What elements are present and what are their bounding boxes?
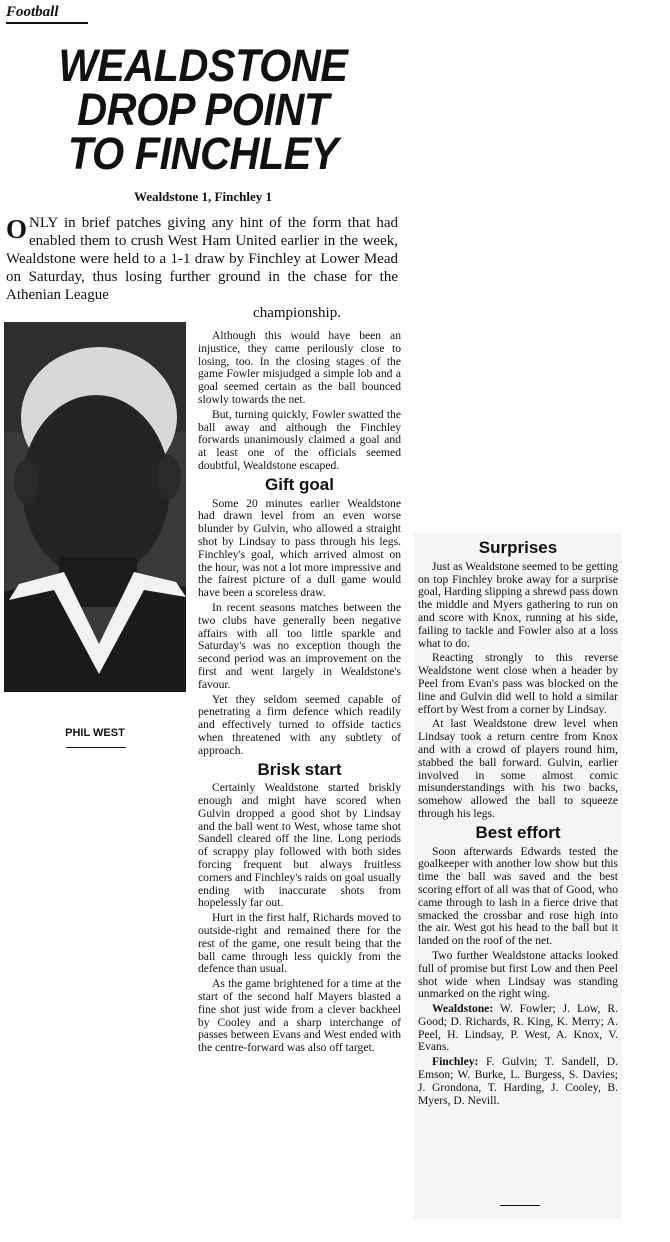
- paragraph: Yet they seldom seemed capable of penetrating a firm defence which readily and effectively turned to offside tactics when threatened with any subtlety of approach.: [198, 692, 401, 757]
- team-players: F. Gulvin; T. Sandell, D. Emson; W. Burke, L. Burgess, S. Davies; J. Grondona, T. Harding, J. Cooley, B. Myers, D. Nevill.: [418, 1055, 618, 1107]
- section-label: Football: [6, 4, 88, 24]
- paragraph: But, turning quickly, Fowler swatted the ball away and although the Finchley forwards unanimously claimed a goal and at least one of the officials seemed doubtful, Wealdstone escaped.: [198, 407, 401, 472]
- subheading-brisk-start: Brisk start: [257, 759, 342, 779]
- team-players: W. Fowler; J. Low, R. Good; D. Richards, R. King, K. Merry; A. Peel, H. Lindsay, P. West, A. Knox, V. Evans.: [418, 1002, 618, 1054]
- intro-paragraph: [6, 214, 398, 322]
- team-label: Wealdstone:: [432, 1002, 494, 1016]
- paragraph: As the game brightened for a time at the start of the second half Mayers blasted a fine shot just wide from a clever backheel by Cooley and a sharp interchange of passes between Evans and West ended with the centre-forward was also off target.: [198, 977, 401, 1055]
- intro-last-word: championship.: [253, 305, 341, 321]
- paragraph: Two further Wealdstone attacks looked full of promise but first Low and then Peel shot wide when Lindsay was standing unmarked on the right wing.: [418, 948, 618, 1001]
- drop-cap: O: [6, 214, 28, 244]
- intro-text: NLY in brief patches giving any hint of the form that had enabled them to crush West Ham United earlier in the week, Wealdstone were held to a 1-1 draw by Finchley at Lower Mead on Saturday, thus losing further ground in the chase for the Athenian League: [6, 215, 398, 303]
- paragraph: Hurt in the first half, Richards moved to outside-right and remained there for the rest of the game, one result being that the ball came through less quickly from the defence than usual.: [198, 911, 401, 976]
- team-label: Finchley:: [432, 1055, 479, 1069]
- headline-line-3: TO FINCHLEY: [67, 128, 339, 179]
- paragraph: At last Wealdstone drew level when Lindsay took a return centre from Knox and with a crowd of players round him, stabbed the ball forward. Gulvin, earlier involved in some almost comic misunderstandings with his two backs, somehow allowed the ball to squeeze through his legs.: [418, 717, 618, 820]
- photo-caption: [4, 692, 186, 754]
- paragraph: Soon afterwards Edwards tested the goalkeeper with another low show but this time the ball was saved and the best scoring effort of all was that of Good, who came through to lash in a fierce drive that smacked the crossbar and rose high into the air. West got his head to the ball but it landed on the roof of the net.: [418, 844, 618, 948]
- paragraph: Reacting strongly to this reverse Wealdstone went close when a header by Peel from Evan's pass was blocked on the line and Gulvin did well to hold a similar effort by West from a corner by Lindsay.: [418, 651, 618, 716]
- headline-line-2: DROP POINT: [77, 84, 329, 135]
- player-photo: [4, 322, 186, 692]
- team-line-wealdstone: [418, 1003, 618, 1054]
- paragraph: Some 20 minutes earlier Wealdstone had drawn level from an even worse blunder by Gulvin, who allowed a straight shot by Lindsay to pass through his legs. Finchley's goal, which arrived almost on the hour, was not a lot more impressive and the fairest picture of a dull game would have been a scoreless draw.: [198, 496, 401, 600]
- subheading-gift-goal: Gift goal: [265, 474, 334, 494]
- headline-line-1: WEALDSTONE: [58, 40, 348, 91]
- column-middle: [198, 330, 401, 1057]
- paragraph: Although this would have been an injustice, they came perilously close to losing, too. In the closing stages of the game Fowler misjudged a simple lob and a goal seemed certain as the ball bounced slowly towards the net.: [198, 329, 401, 406]
- end-rule: [500, 1205, 540, 1206]
- column-right: [418, 536, 618, 1109]
- caption-rule: [66, 747, 126, 748]
- team-line-finchley: [418, 1056, 618, 1107]
- paragraph: In recent seasons matches between the two clubs have generally been negative affairs with all too little sparkle and Saturday's was no exception though the second period was an improvement on the first and went largely in Wealdstone's favour.: [198, 600, 401, 691]
- caption-name: PHIL WEST: [65, 727, 125, 739]
- headline: [24, 40, 383, 179]
- paragraph: Certainly Wealdstone started briskly enough and might have scored when Gulvin dropped a good shot by Lindsay and the ball went to West, whose tame shot Sandell cleared off the line. Long periods of scrappy play followed with both sides forcing frequent but always fruitless corners and Finchley's raids on goal usually ending with inaccurate shots from hopelessly far out.: [198, 781, 402, 910]
- paragraph: Just as Wealdstone seemed to be getting on top Finchley broke away for a surprise goal, Harding slipping a shrewd pass down the middle and Myers gathering to run on and score with Knox, running at his side, failing to tackle and Fowler also at a loss what to do.: [418, 559, 618, 650]
- subheading-best-effort: Best effort: [475, 822, 561, 842]
- subheading-surprises: Surprises: [478, 538, 558, 557]
- score-line: Wealdstone 1, Finchley 1: [134, 189, 272, 204]
- portrait-photo-icon: [4, 322, 186, 692]
